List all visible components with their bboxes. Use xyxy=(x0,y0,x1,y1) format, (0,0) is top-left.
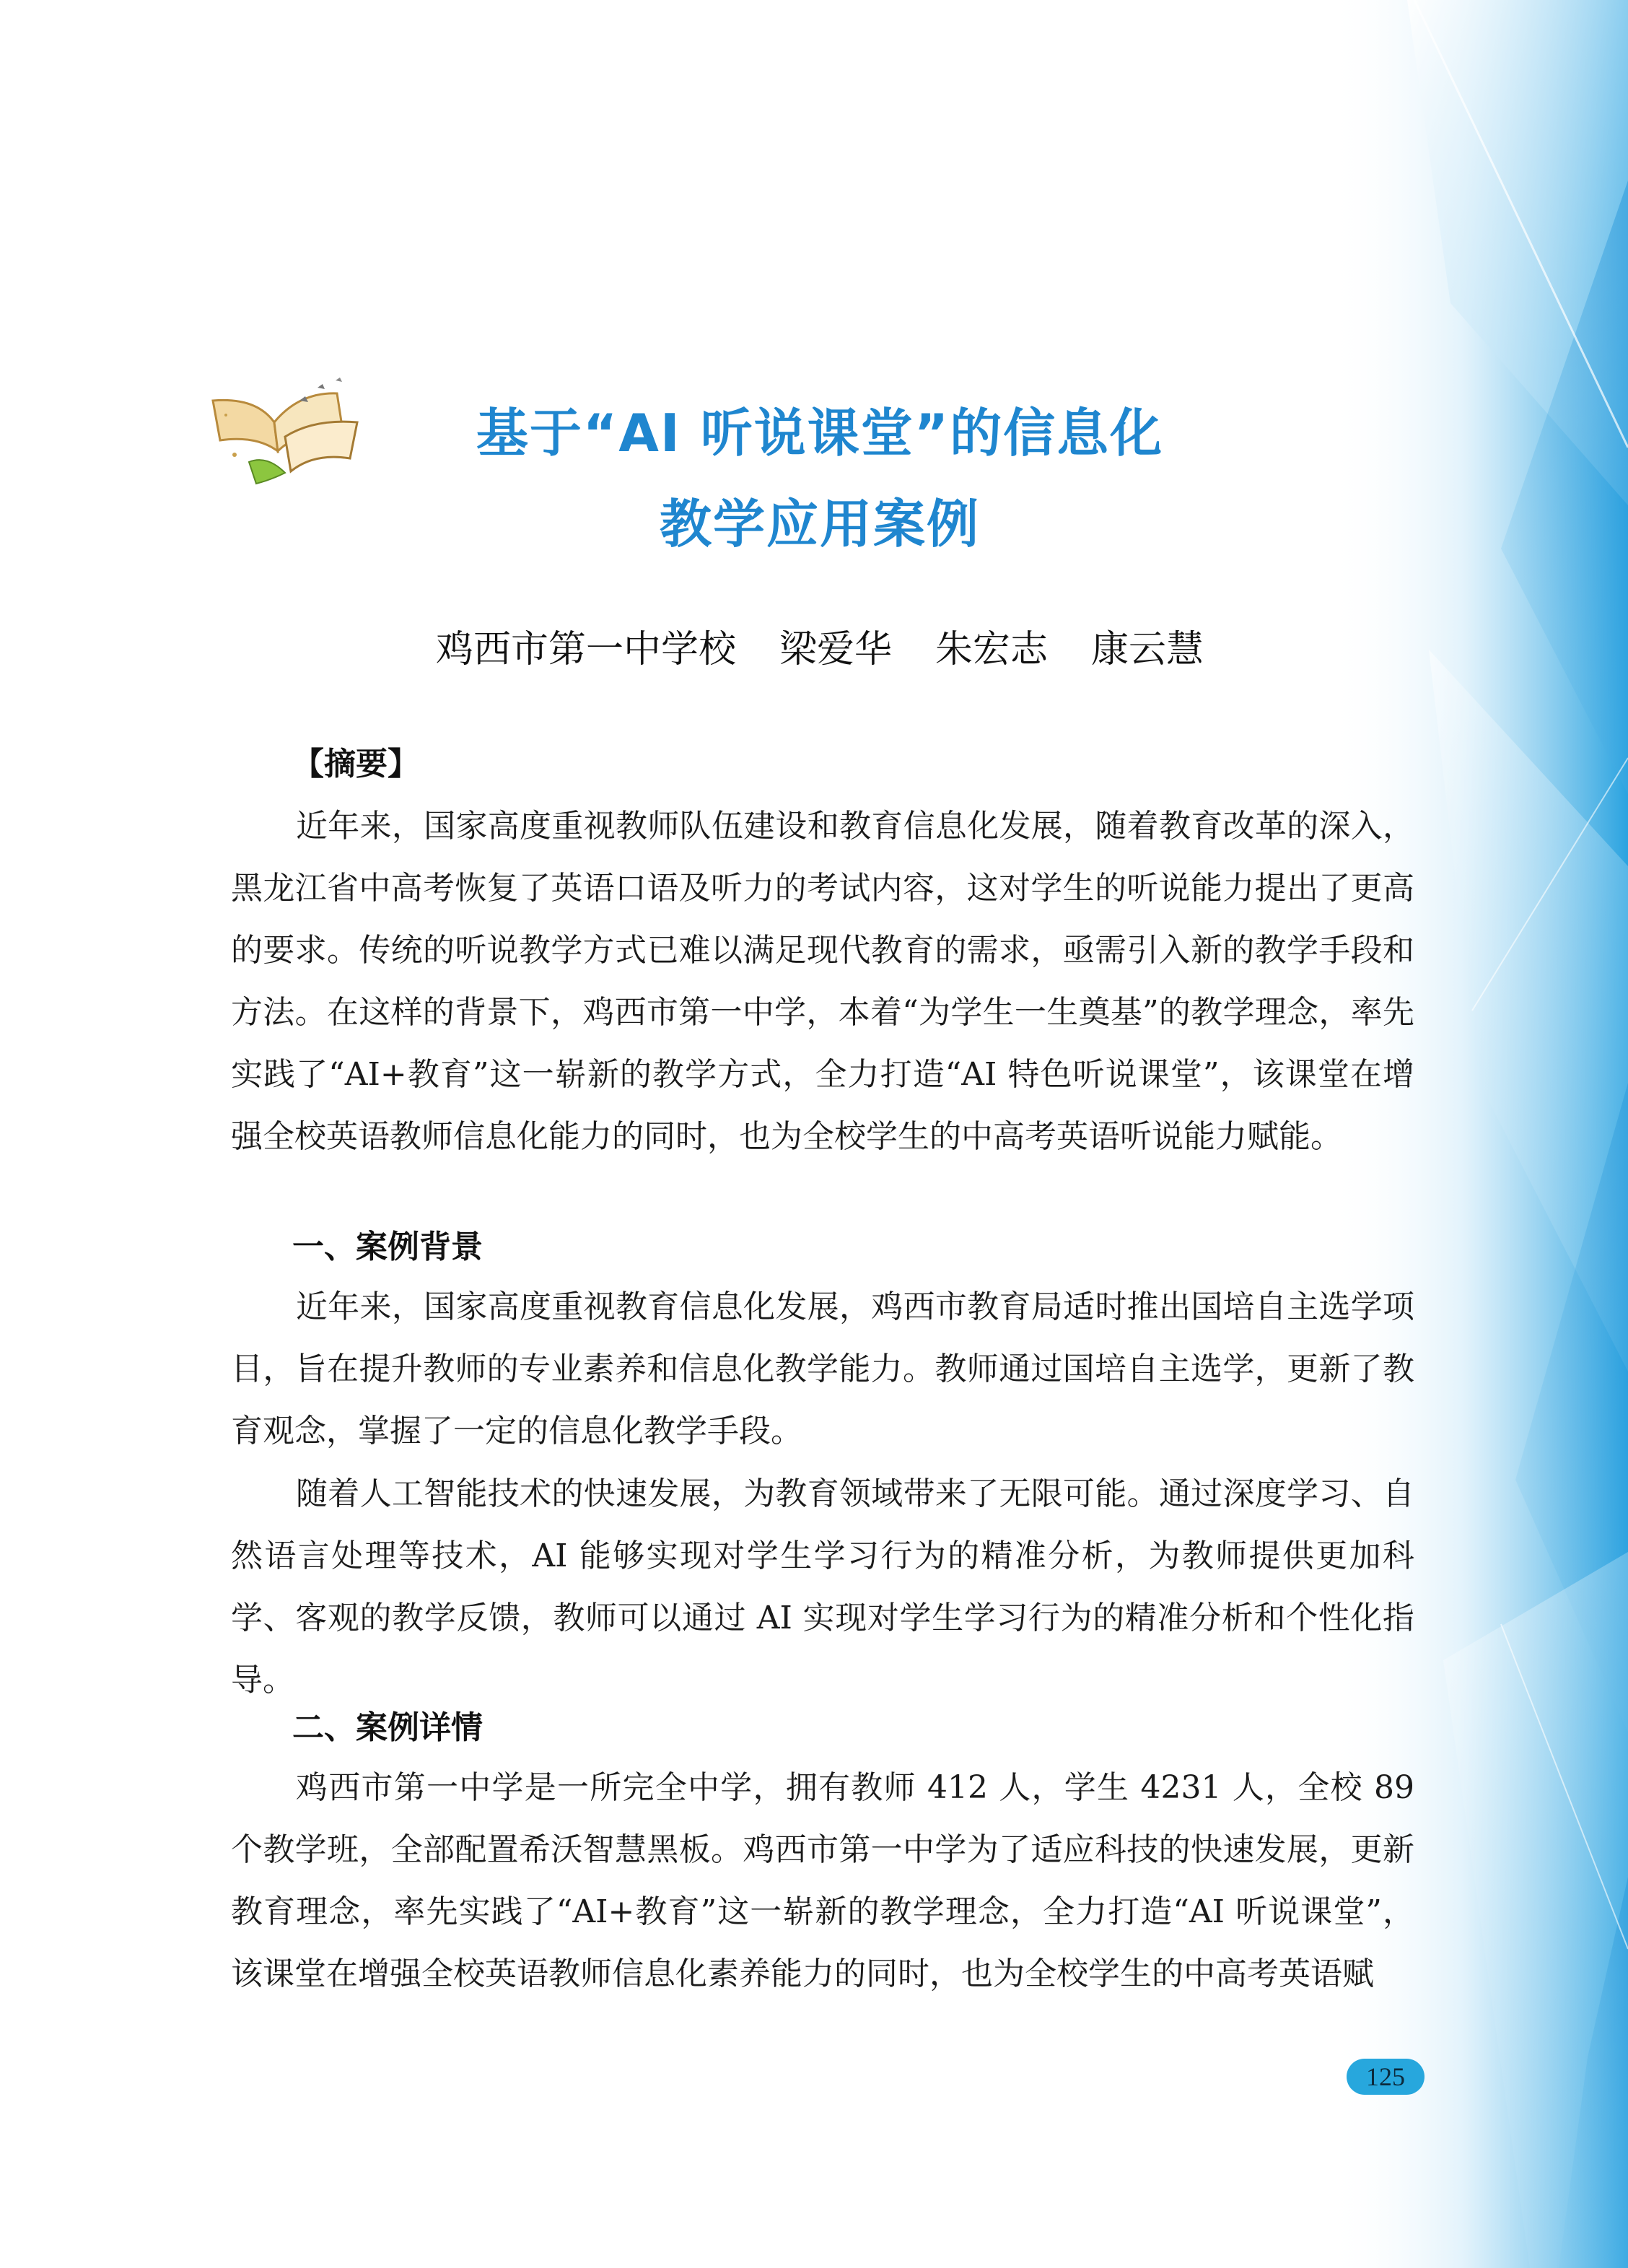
title-line-1: 基于“AI 听说课堂”的信息化 xyxy=(476,403,1164,463)
author-name: 康云慧 xyxy=(1091,628,1204,671)
section-paragraph: 近年来，国家高度重视教育信息化发展，鸡西市教育局适时推出国培自主选学项目，旨在提升教师的专业素养和信息化教学能力。教师通过国培自主选学，更新了教育观念，掌握了一定的信息化教学手段。 xyxy=(231,1288,1414,1449)
title-line-2: 教学应用案例 xyxy=(659,494,980,554)
page-number: 125 xyxy=(1366,2062,1405,2091)
author-line xyxy=(144,621,1495,679)
abstract-heading: 【摘要】 xyxy=(292,746,419,782)
author-school: 鸡西市第一中学校 xyxy=(435,628,736,671)
section-heading-background: 一、案例背景 xyxy=(292,1229,483,1265)
abstract-paragraph: 近年来，国家高度重视教师队伍建设和教育信息化发展，随着教育改革的深入，黑龙江省中高考恢复了英语口语及听力的考试内容，这对学生的听说能力提出了更高的要求。传统的听说教学方式已难以满足现代教育的需求，亟需引入新的教学手段和方法。在这样的背景下，鸡西市第一中学，本着“为学生一生奠基”的教学理念，率先实践了“AI+教育”这一崭新的教学方式，全力打造“AI 特色听说课堂”，该课堂在增强全校英语教师信息化能力的同时，也为全校学生的中高考英语听说能力赋能。 xyxy=(231,808,1414,1155)
author-name: 朱宏志 xyxy=(935,628,1049,671)
section-paragraph: 鸡西市第一中学是一所完全中学，拥有教师 412 人，学生 4231 人，全校 89 个教学班，全部配置希沃智慧黑板。鸡西市第一中学为了适应科技的快速发展，更新教育理念，率先实践了“AI+教育”这一崭新的教学理念，全力打造“AI 听说课堂”，该课堂在增强全校英语教师信息化素养能力的同时，也为全校学生的中高考英语赋 xyxy=(231,1769,1414,1992)
section-heading-details: 二、案例详情 xyxy=(292,1709,483,1746)
section-paragraph: 随着人工智能技术的快速发展，为教育领域带来了无限可能。通过深度学习、自然语言处理等技术，AI 能够实现对学生学习行为的精准分析，为教师提供更加科学、客观的教学反馈，教师可以通过 AI 实现对学生学习行为的精准分析和个性化指导。 xyxy=(231,1475,1414,1698)
author-name: 梁爱华 xyxy=(779,628,892,671)
